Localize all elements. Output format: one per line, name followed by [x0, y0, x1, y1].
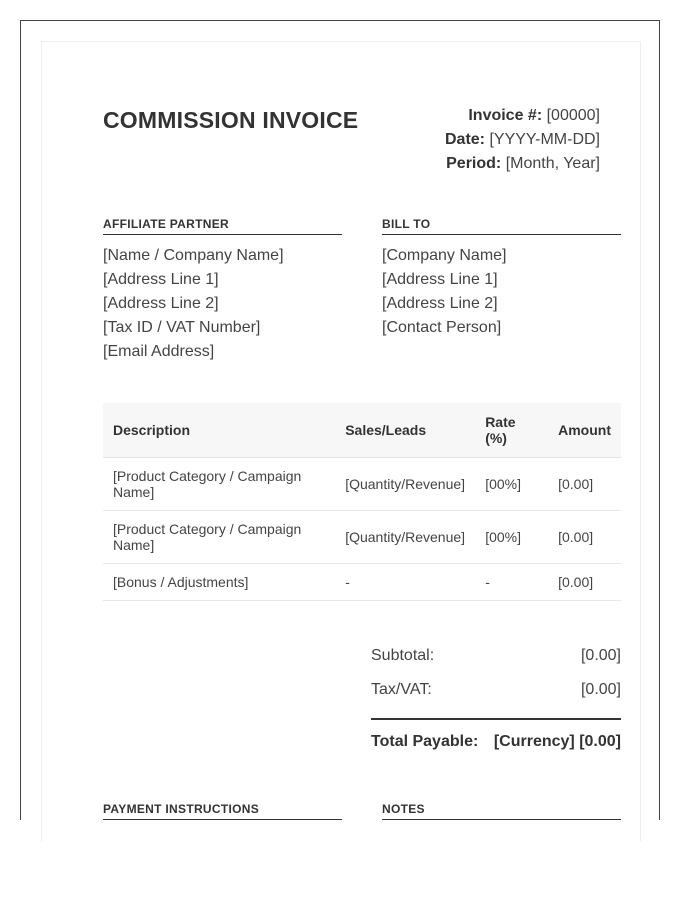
commission-table	[103, 403, 621, 601]
row-amount: [0.00]	[548, 458, 621, 511]
bill-to-company: [Company Name]	[382, 247, 507, 264]
total-payable-row	[371, 732, 621, 752]
invoice-number-value: [00000]	[546, 107, 600, 124]
affiliate-address-line-1: [Address Line 1]	[103, 271, 219, 288]
invoice-date-value: [YYYY-MM-DD]	[489, 131, 600, 148]
invoice-date-label: Date:	[445, 131, 486, 148]
row-sales: -	[335, 564, 475, 601]
row-description: [Product Category / Campaign Name]	[103, 458, 335, 511]
col-description-header: Description	[103, 403, 335, 458]
payment-instructions-section	[103, 802, 342, 820]
row-rate: [00%]	[475, 458, 548, 511]
invoice-date-line	[445, 128, 600, 152]
row-sales: [Quantity/Revenue]	[335, 511, 475, 564]
bill-to-address-line-2: [Address Line 2]	[382, 295, 498, 312]
col-sales-header: Sales/Leads	[335, 403, 475, 458]
invoice-meta	[445, 104, 600, 176]
bill-to-address-block	[382, 244, 621, 340]
subtotal-value: [0.00]	[580, 647, 621, 664]
row-rate: -	[475, 564, 548, 601]
invoice-document	[41, 41, 641, 841]
invoice-number-label: Invoice #:	[468, 107, 543, 124]
notes-section	[382, 802, 621, 820]
bill-to-section	[382, 217, 621, 340]
payment-instructions-heading: PAYMENT INSTRUCTIONS	[103, 802, 342, 820]
affiliate-tax-id: [Tax ID / VAT Number]	[103, 319, 261, 336]
totals-divider	[371, 718, 621, 720]
invoice-period-line	[445, 152, 600, 176]
total-payable-label: Total Payable:	[371, 733, 479, 750]
totals-block	[371, 644, 621, 752]
total-payable-value: [Currency] [0.00]	[493, 733, 621, 750]
row-sales: [Quantity/Revenue]	[335, 458, 475, 511]
row-description: [Bonus / Adjustments]	[103, 564, 335, 601]
bill-to-address-line-1: [Address Line 1]	[382, 271, 498, 288]
tax-value: [0.00]	[580, 681, 621, 698]
tax-row	[371, 678, 621, 712]
subtotal-row	[371, 644, 621, 678]
invoice-title: COMMISSION INVOICE	[103, 107, 359, 133]
row-description: [Product Category / Campaign Name]	[103, 511, 335, 564]
row-amount: [0.00]	[548, 511, 621, 564]
table-row	[103, 564, 621, 601]
invoice-period-label: Period:	[446, 155, 502, 172]
table-header-row	[103, 403, 621, 458]
affiliate-address-line-2: [Address Line 2]	[103, 295, 219, 312]
bill-to-heading: BILL TO	[382, 217, 621, 235]
table-row	[103, 458, 621, 511]
affiliate-partner-heading: AFFILIATE PARTNER	[103, 217, 342, 235]
affiliate-partner-section	[103, 217, 342, 364]
table-row	[103, 511, 621, 564]
col-amount-header: Amount	[548, 403, 621, 458]
invoice-number-line	[445, 104, 600, 128]
affiliate-address-block	[103, 244, 342, 364]
page-frame	[20, 20, 660, 820]
col-rate-header: Rate (%)	[475, 403, 548, 458]
row-amount: [0.00]	[548, 564, 621, 601]
notes-heading: NOTES	[382, 802, 621, 820]
invoice-period-value: [Month, Year]	[505, 155, 600, 172]
affiliate-email: [Email Address]	[103, 343, 215, 360]
subtotal-label: Subtotal:	[371, 647, 435, 664]
row-rate: [00%]	[475, 511, 548, 564]
tax-label: Tax/VAT:	[371, 681, 432, 698]
bill-to-contact: [Contact Person]	[382, 319, 502, 336]
affiliate-name: [Name / Company Name]	[103, 247, 284, 264]
